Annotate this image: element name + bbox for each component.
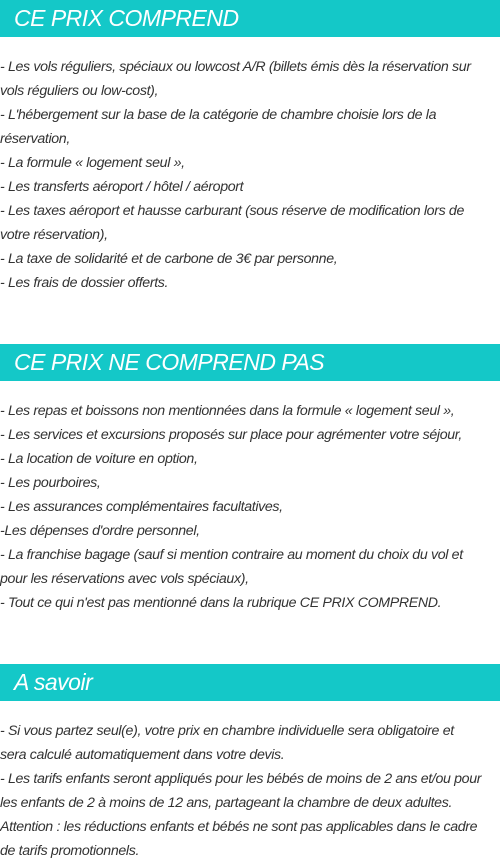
text-line: - La location de voiture en option, bbox=[0, 451, 198, 467]
text-line: - La franchise bagage (sauf si mention contraire au moment du choix du vol et bbox=[0, 547, 463, 563]
text-line: - Les assurances complémentaires facultatives, bbox=[0, 499, 283, 515]
text-line: - La taxe de solidarité et de carbone de 3€ par personne, bbox=[0, 251, 338, 267]
section-title-a-savoir: A savoir bbox=[0, 664, 500, 701]
section-title-prix-ne-comprend-pas: CE PRIX NE COMPREND PAS bbox=[0, 344, 500, 381]
text-line: - Les vols réguliers, spéciaux ou lowcost A/R (billets émis dès la réservation sur bbox=[0, 59, 471, 75]
text-line: pour les réservations avec vols spéciaux), bbox=[0, 571, 249, 587]
text-line: vols réguliers ou low-cost), bbox=[0, 83, 159, 99]
section-prix-ne-comprend-pas bbox=[0, 344, 500, 615]
section-body-prix-comprend bbox=[0, 37, 500, 295]
text-line: - Les tarifs enfants seront appliqués pour les bébés de moins de 2 ans et/ou pour bbox=[0, 771, 482, 787]
text-line: - Les pourboires, bbox=[0, 475, 101, 491]
text-line: de tarifs promotionnels. bbox=[0, 843, 140, 859]
text-line: les enfants de 2 à moins de 12 ans, partageant la chambre de deux adultes. bbox=[0, 795, 453, 811]
text-line: - Les repas et boissons non mentionnées dans la formule « logement seul », bbox=[0, 403, 455, 419]
section-body-a-savoir bbox=[0, 701, 500, 863]
text-line: - La formule « logement seul », bbox=[0, 155, 185, 171]
text-line: réservation, bbox=[0, 131, 70, 147]
text-line: votre réservation), bbox=[0, 227, 108, 243]
text-line: - Si vous partez seul(e), votre prix en chambre individuelle sera obligatoire et bbox=[0, 723, 454, 739]
section-prix-comprend bbox=[0, 0, 500, 295]
text-line: - Les taxes aéroport et hausse carburant (sous réserve de modification lors de bbox=[0, 203, 464, 219]
section-title-prix-comprend: CE PRIX COMPREND bbox=[0, 0, 500, 37]
text-line: - L'hébergement sur la base de la catégorie de chambre choisie lors de la bbox=[0, 107, 437, 123]
text-line: - Les services et excursions proposés sur place pour agrémenter votre séjour, bbox=[0, 427, 462, 443]
text-line: - Les frais de dossier offerts. bbox=[0, 275, 169, 291]
text-line: sera calculé automatiquement dans votre devis. bbox=[0, 747, 285, 763]
section-a-savoir bbox=[0, 664, 500, 863]
text-line: - Les transferts aéroport / hôtel / aéroport bbox=[0, 179, 244, 195]
text-line: -Les dépenses d'ordre personnel, bbox=[0, 523, 200, 539]
section-body-prix-ne-comprend-pas bbox=[0, 381, 500, 615]
text-line: - Tout ce qui n'est pas mentionné dans la rubrique CE PRIX COMPREND. bbox=[0, 595, 442, 611]
text-line: Attention : les réductions enfants et bébés ne sont pas applicables dans le cadre bbox=[0, 819, 478, 835]
